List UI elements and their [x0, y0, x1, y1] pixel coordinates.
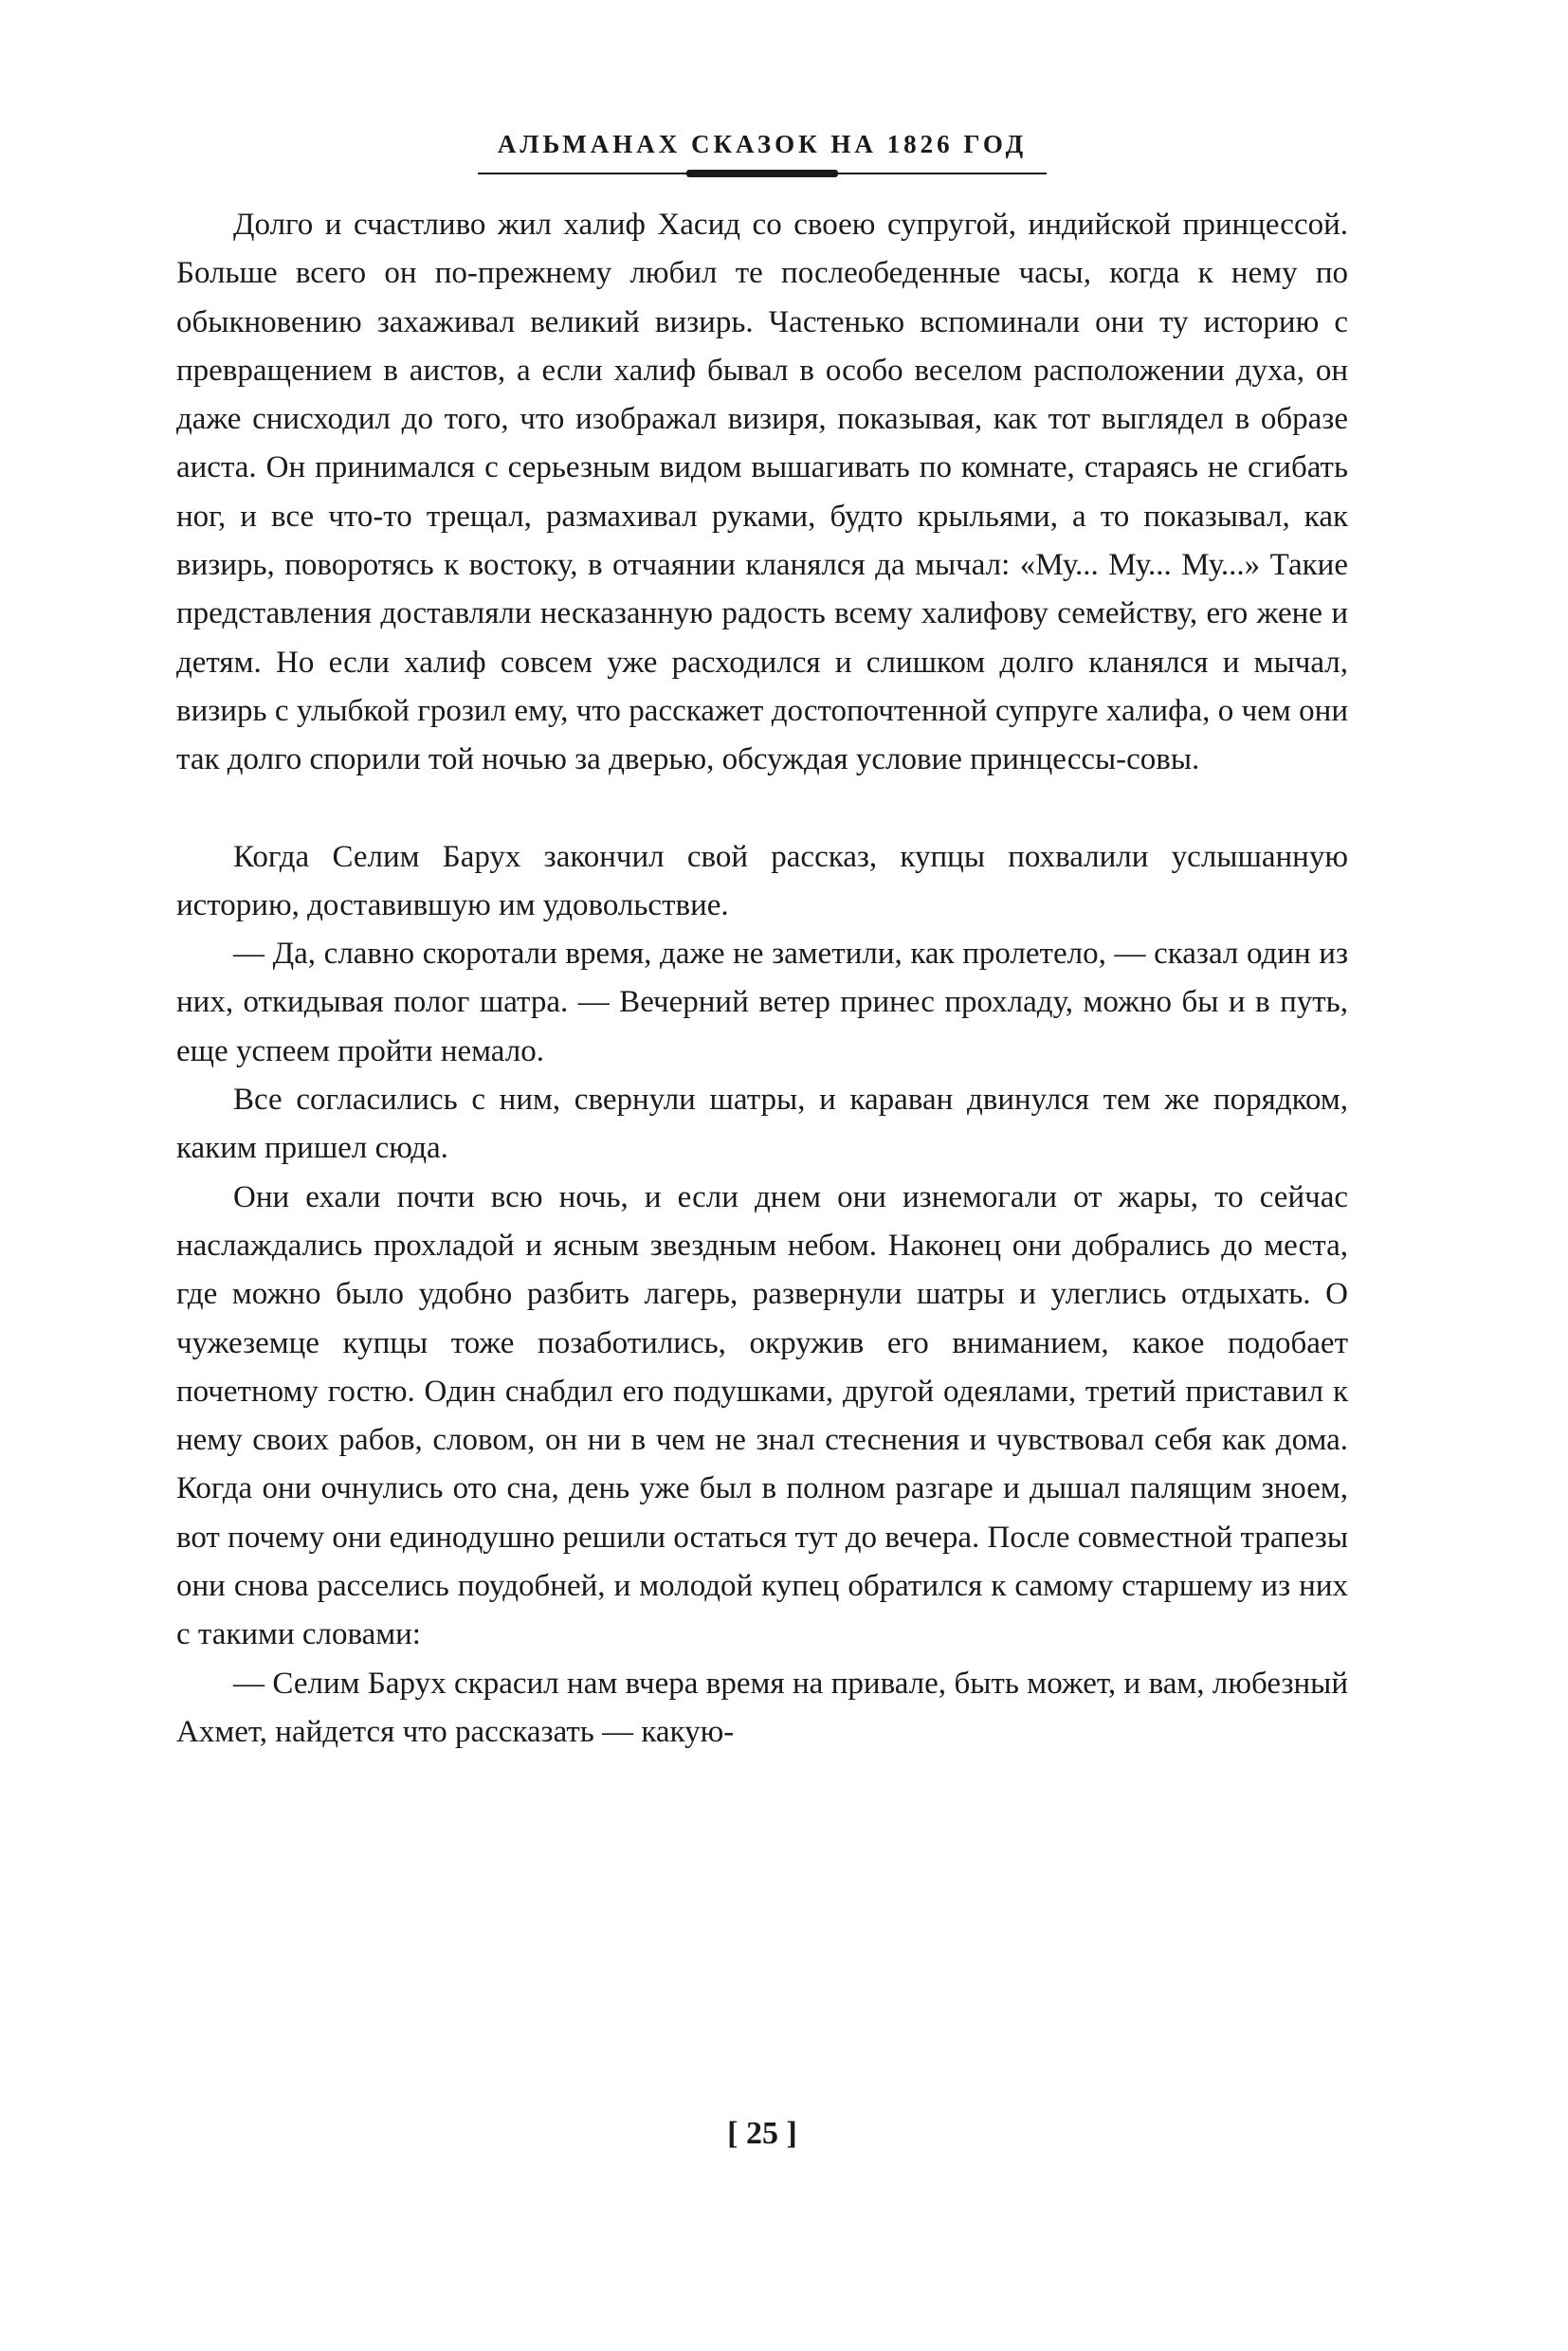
- header-ornament-rule: [478, 169, 1047, 178]
- paragraph: Все согласились с ним, свернули шатры, и караван двинулся тем же порядком, каким пришел сюда.: [176, 1083, 1348, 1166]
- header-rule-accent: [686, 170, 838, 177]
- body-text: [176, 201, 1348, 1757]
- running-head: АЛЬМАНАХ СКАЗОК НА 1826 ГОД: [497, 130, 1028, 158]
- paragraph: — Селим Барух скрасил нам вчера время на привале, быть может, и вам, любезный Ахмет, найдется что рассказать — какую-: [176, 1666, 1348, 1749]
- paragraph: Когда Селим Барух закончил свой рассказ, купцы похвалили услышанную историю, доставившую им удовольствие.: [176, 839, 1348, 922]
- page-number: [ 25 ]: [727, 2116, 797, 2151]
- paragraph: Они ехали почти всю ночь, и если днем они изнемогали от жары, то сейчас наслаждались прохладой и ясным звездным небом. Наконец они добрались до места, где можно было удобно разбить лагерь, развернули шатры и улеглись отдыхать. О чужеземце купцы тоже позаботились, окружив его вниманием, какое подобает почетному гостю. Один снабдил его подушками, другой одеялами, третий приставил к нему своих рабов, словом, он ни в чем не знал стеснения и чувствовал себя как дома. Когда они очнулись ото сна, день уже был в полном разгаре и дышал палящим зноем, вот почему они единодушно решили остаться тут до вечера. После совместной трапезы они снова расселись поудобней, и молодой купец обратился к самому старшему из них с такими словами:: [176, 1179, 1348, 1652]
- paragraph: — Да, славно скоротали время, даже не заметили, как пролетело, — сказал один из них, откидывая полог шатра. — Вечерний ветер принес прохладу, можно бы и в путь, еще успеем пройти немало.: [176, 937, 1348, 1068]
- book-page: [176, 114, 1348, 2294]
- paragraph: Долго и счастливо жил халиф Хасид со своею супругой, индийской принцессой. Больше всего он по-прежнему любил те послеобеденные часы, когда к нему по обыкновению захаживал великий визирь. Частенько вспоминали они ту историю с превращением в аистов, а если халиф бывал в особо веселом расположении духа, он даже снисходил до того, что изображал визиря, показывая, как тот выглядел в образе аиста. Он принимался с серьезным видом вышагивать по комнате, стараясь не сгибать ног, и все что-то трещал, размахивал руками, будто крыльями, а то показывал, как визирь, поворотясь к востоку, в отчаянии кланялся да мычал: «Му... Му... Му...» Такие представления доставляли несказанную радость всему халифову семейству, его жене и детям. Но если халиф совсем уже расходился и слишком долго кланялся и мычал, визирь с улыбкой грозил ему, что расскажет достопочтенной супруге халифа, о чем они так долго спорили той ночью за дверью, обсуждая условие принцессы-совы.: [176, 208, 1348, 777]
